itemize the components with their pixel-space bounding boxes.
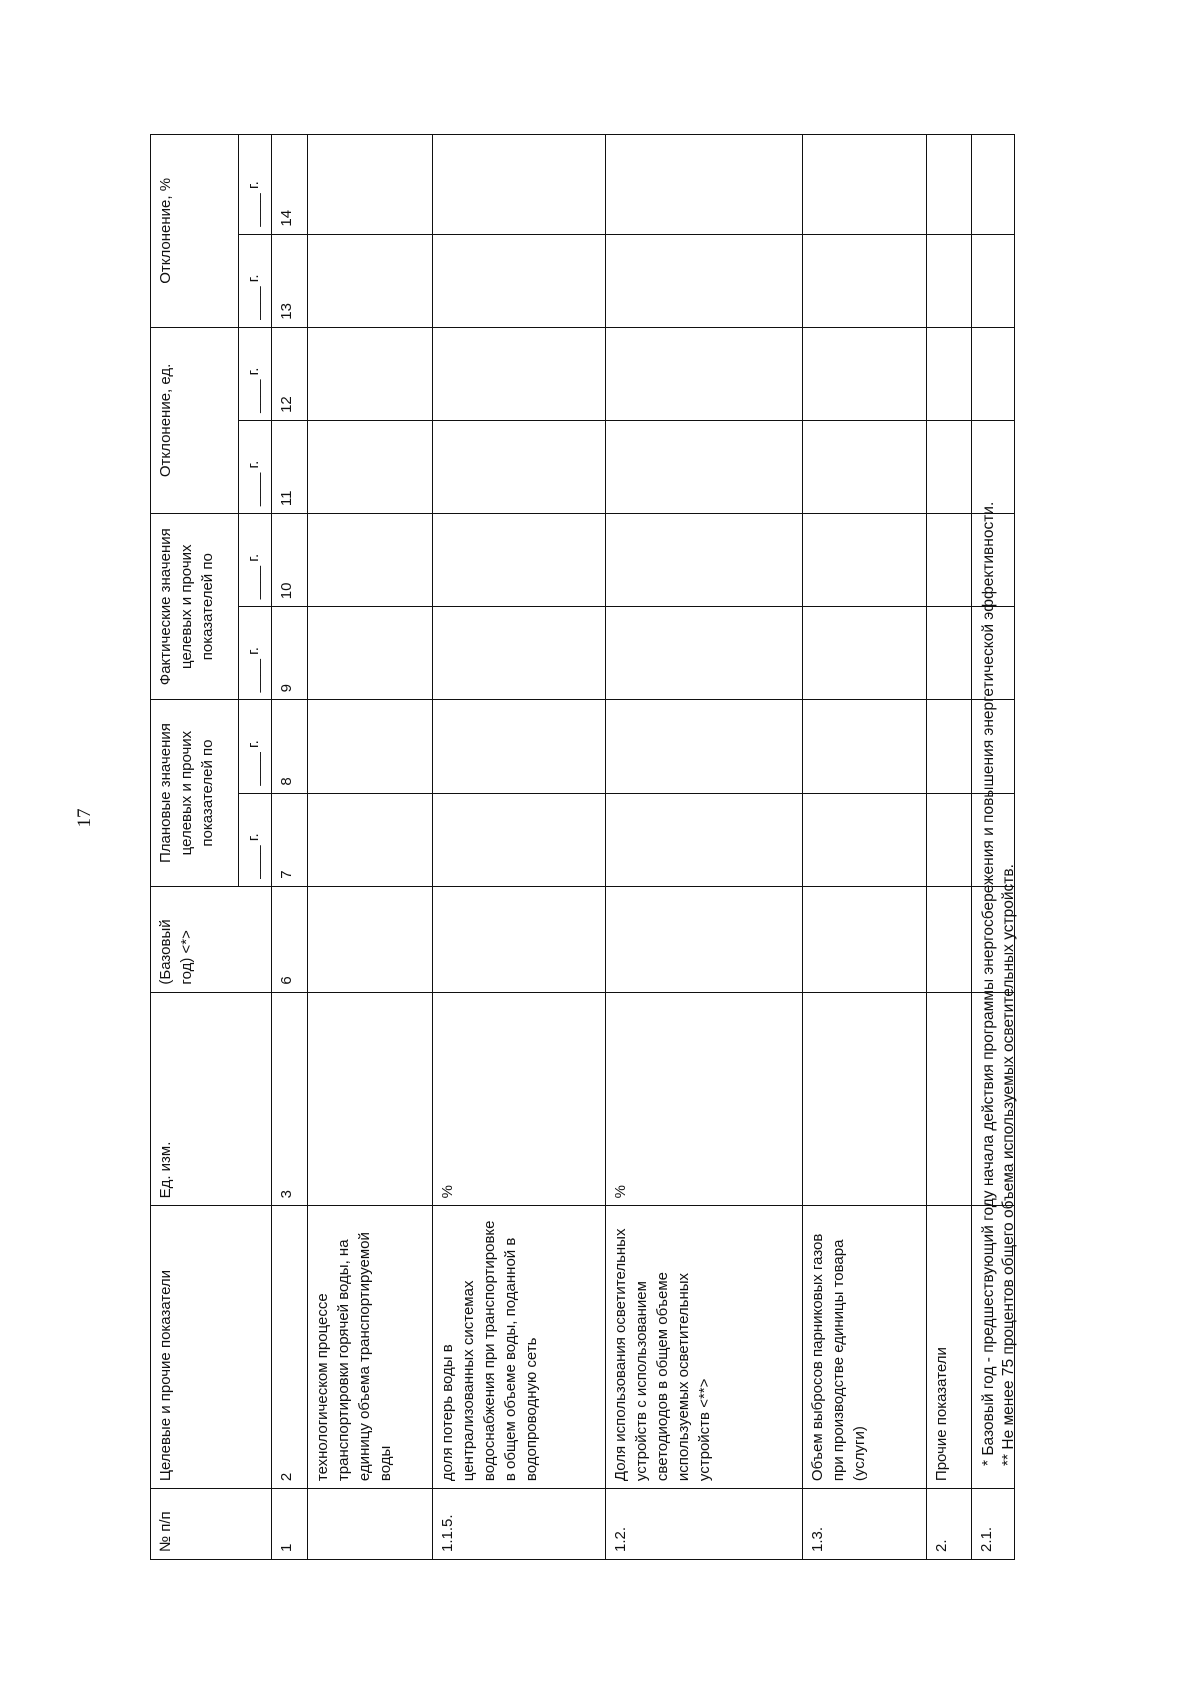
- footnote-led-share: ** Не менее 75 процентов общего объема используемых осветительных устройств.: [1000, 863, 1017, 1466]
- row-cell: [606, 420, 803, 513]
- row-number: 2.1.: [972, 1488, 1015, 1559]
- row-cell: [606, 606, 803, 699]
- column-number: 10: [272, 513, 308, 606]
- row-number: 2.: [927, 1488, 972, 1559]
- row-cell: [803, 606, 927, 699]
- column-number: 6: [272, 886, 308, 992]
- year-header: ____ г.: [239, 699, 272, 792]
- column-number: 11: [272, 420, 308, 513]
- row-cell: [308, 513, 433, 606]
- column-number: 3: [272, 992, 308, 1206]
- row-number: 1.2.: [606, 1488, 803, 1559]
- row-cell: [927, 327, 972, 420]
- row-unit: [927, 992, 972, 1206]
- row-cell: [803, 513, 927, 606]
- row-cell: [606, 699, 803, 792]
- year-header: ____ г.: [239, 134, 272, 234]
- row-cell: [927, 699, 972, 792]
- row-cell: [308, 327, 433, 420]
- row-number: 1.3.: [803, 1488, 927, 1559]
- page-number: 17: [74, 808, 95, 828]
- column-number: 2: [272, 1205, 308, 1488]
- row-cell: [433, 420, 606, 513]
- table-row: [927, 134, 972, 1559]
- row-cell: [927, 606, 972, 699]
- row-cell: [927, 420, 972, 513]
- column-number: 13: [272, 234, 308, 327]
- row-cell: [803, 234, 927, 327]
- row-cell: [433, 134, 606, 234]
- year-header: ____ г.: [239, 327, 272, 420]
- row-indicator: доля потерь воды в централизованных системах водоснабжения при транспортировке в общем объеме воды, поданной в водопроводную сеть: [433, 1205, 606, 1488]
- row-cell: [927, 886, 972, 992]
- row-indicator: Объем выбросов парниковых газов при производстве единицы товара (услуги): [803, 1205, 927, 1488]
- row-cell: [927, 793, 972, 886]
- column-number: 8: [272, 699, 308, 792]
- row-cell: [433, 513, 606, 606]
- row-cell: [927, 513, 972, 606]
- row-indicator: Доля использования осветительных устройств с использованием светодиодов в общем объеме используемых осветительных устройств <**>: [606, 1205, 803, 1488]
- table-row: [803, 134, 927, 1559]
- row-unit: [803, 992, 927, 1206]
- header-num: № п/п: [151, 1488, 272, 1559]
- row-unit: [308, 992, 433, 1206]
- column-number: 14: [272, 134, 308, 234]
- row-cell: [433, 606, 606, 699]
- table-row: [606, 134, 803, 1559]
- year-header: ____ г.: [239, 606, 272, 699]
- row-cell: [927, 234, 972, 327]
- year-header: ____ г.: [239, 234, 272, 327]
- row-cell: [433, 699, 606, 792]
- row-cell: [308, 420, 433, 513]
- header-row: [151, 134, 239, 1559]
- header-deviation-units: Отклонение, ед.: [151, 327, 239, 513]
- column-numbers-row: [272, 134, 308, 1559]
- row-cell: [308, 134, 433, 234]
- header-deviation-percent: Отклонение, %: [151, 134, 239, 327]
- column-number: 1: [272, 1488, 308, 1559]
- column-number: 12: [272, 327, 308, 420]
- row-cell: [606, 234, 803, 327]
- row-indicator: технологическом процессе транспортировки горячей воды, на единицу объема транспортируемой воды: [308, 1205, 433, 1488]
- header-base-year: (Базовый год) <*>: [151, 886, 272, 992]
- row-cell: [308, 234, 433, 327]
- row-cell: [803, 886, 927, 992]
- row-cell: [803, 327, 927, 420]
- header-actual-values: Фактические значения целевых и прочих показателей по: [151, 513, 239, 699]
- row-number: 1.1.5.: [433, 1488, 606, 1559]
- row-cell: [803, 793, 927, 886]
- row-number: [308, 1488, 433, 1559]
- row-cell: [606, 327, 803, 420]
- header-indicators: Целевые и прочие показатели: [151, 1205, 272, 1488]
- row-cell: [433, 793, 606, 886]
- year-header: ____ г.: [239, 793, 272, 886]
- indicators-table: [150, 134, 1015, 1560]
- row-unit: %: [433, 992, 606, 1206]
- year-header: ____ г.: [239, 420, 272, 513]
- row-cell: [606, 793, 803, 886]
- row-cell: [308, 886, 433, 992]
- row-unit: %: [606, 992, 803, 1206]
- row-cell: [433, 886, 606, 992]
- footnote-base-year: * Базовый год - предшествующий году начала действия программы энергосбережения и повышения энергетической эффективности.: [980, 501, 997, 1466]
- header-unit: Ед. изм.: [151, 992, 272, 1206]
- row-cell: [433, 234, 606, 327]
- row-indicator: Прочие показатели: [927, 1205, 972, 1488]
- row-cell: [927, 134, 972, 234]
- table-row: [433, 134, 606, 1559]
- row-cell: [803, 420, 927, 513]
- row-cell: [433, 327, 606, 420]
- row-cell: [308, 606, 433, 699]
- year-header: ____ г.: [239, 513, 272, 606]
- row-cell: [308, 793, 433, 886]
- header-planned-values: Плановые значения целевых и прочих показателей по: [151, 699, 239, 885]
- table-row: [308, 134, 433, 1559]
- footnotes: [979, 136, 1019, 1466]
- row-cell: [606, 134, 803, 234]
- rotated-content: [99, 108, 1101, 1586]
- row-cell: [803, 699, 927, 792]
- column-number: 9: [272, 606, 308, 699]
- row-cell: [606, 513, 803, 606]
- row-cell: [606, 886, 803, 992]
- column-number: 7: [272, 793, 308, 886]
- row-cell: [803, 134, 927, 234]
- row-cell: [308, 699, 433, 792]
